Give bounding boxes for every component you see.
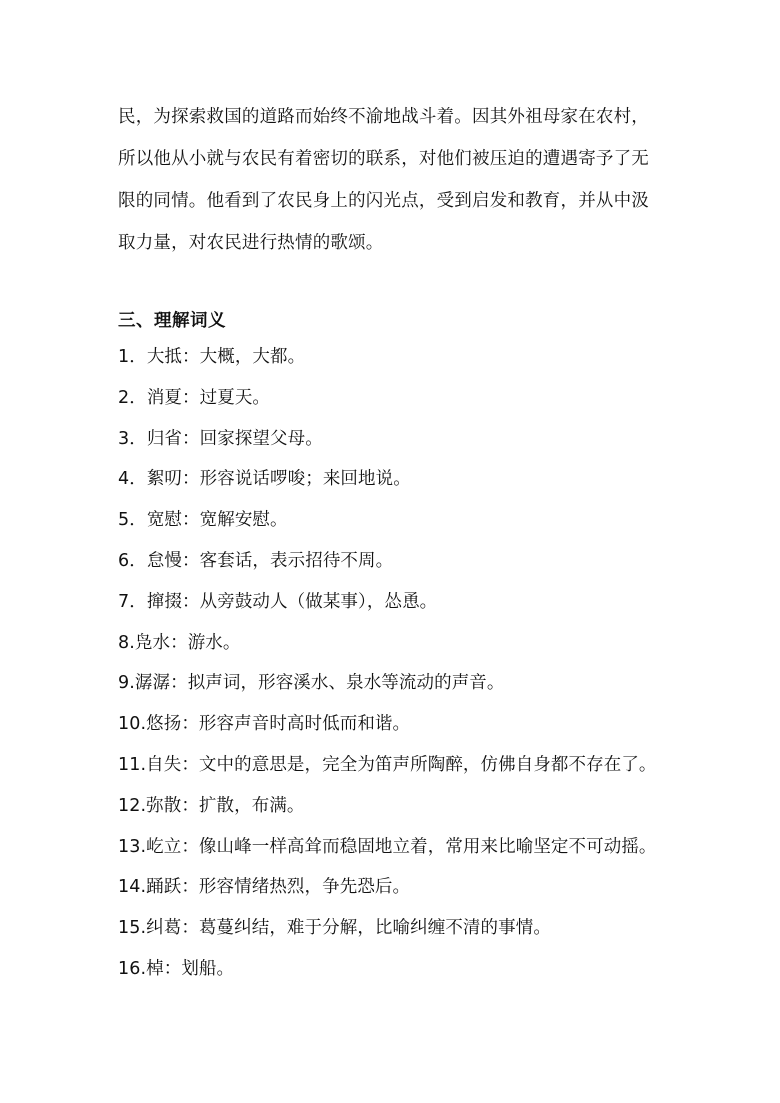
section-heading: 三、理解词义 — [118, 311, 226, 331]
intro-paragraph — [118, 102, 678, 270]
vocabulary-entry: 2．消夏：过夏天。 — [118, 387, 271, 408]
intro-line: 民，为探索救国的道路而始终不渝地战斗着。因其外祖母家在农村， — [118, 107, 649, 127]
vocabulary-entry: 5．宽慰：宽解安慰。 — [118, 510, 288, 531]
vocabulary-entry: 16.棹：划船。 — [118, 958, 235, 979]
intro-line: 取力量，对农民进行热情的歌颂。 — [118, 233, 384, 253]
vocabulary-entry: 7．撺掇：从旁鼓动人（做某事），怂恿。 — [118, 591, 438, 612]
vocabulary-entry: 9.潺潺：拟声词，形容溪水、泉水等流动的声音。 — [118, 673, 505, 694]
intro-line: 所以他从小就与农民有着密切的联系，对他们被压迫的遭遇寄予了无 — [118, 149, 649, 169]
vocabulary-entry: 1．大抵：大概，大都。 — [118, 347, 306, 367]
vocabulary-entry: 12.弥散：扩散，布满。 — [118, 795, 305, 816]
vocabulary-entry: 6．怠慢：客套话，表示招待不周。 — [118, 550, 394, 571]
vocabulary-entry: 11.自失：文中的意思是，完全为笛声所陶醉，仿佛自身都不存在了。 — [118, 754, 657, 775]
vocabulary-entry: 3．归省：回家探望父母。 — [118, 428, 323, 449]
vocabulary-section — [118, 307, 678, 996]
vocabulary-entry: 13.屹立：像山峰一样高耸而稳固地立着，常用来比喻坚定不可动摇。 — [118, 836, 657, 857]
vocabulary-entry: 10.悠扬：形容声音时高时低而和谐。 — [118, 714, 411, 735]
vocabulary-entry: 14.踊跃：形容情绪热烈，争先恐后。 — [118, 877, 411, 898]
intro-line: 限的同情。他看到了农民身上的闪光点，受到启发和教育，并从中汲 — [118, 191, 649, 211]
vocabulary-entry: 4．絮叨：形容说话啰唆；来回地说。 — [118, 469, 411, 490]
vocabulary-entry: 8.凫水：游水。 — [118, 632, 241, 653]
vocabulary-entry: 15.纠葛：葛蔓纠结，难于分解，比喻纠缠不清的事情。 — [118, 918, 551, 939]
